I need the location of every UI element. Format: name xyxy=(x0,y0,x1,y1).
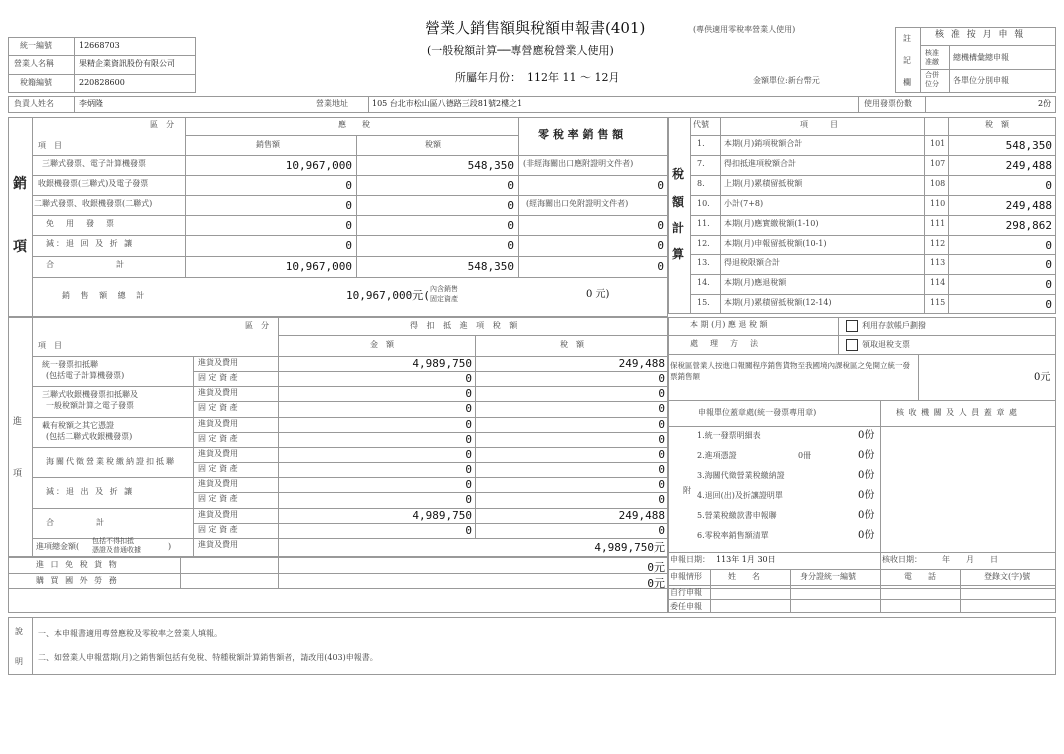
purchase-row-sublabel: 一般稅額計算之電子發票 xyxy=(46,401,134,411)
calc-tax-header: 稅 額 xyxy=(985,120,1009,129)
approval-r2d: 位分 xyxy=(925,80,939,88)
invoice-copies-label: 使用發票份數 xyxy=(864,99,912,108)
calc-row-label: 本期(月)應實繳稅額(1-10) xyxy=(724,218,819,228)
code-header: 代號 xyxy=(693,120,709,129)
calc-row-code: 110 xyxy=(930,198,946,208)
consolidated-filing-label: 總機構彙總申報 xyxy=(953,53,1009,62)
filing-date-label: 申報日期： xyxy=(670,555,710,564)
sales-total-label: 合 計 xyxy=(46,260,130,269)
purchase-asset-tax: 0 xyxy=(658,462,665,476)
purchase-side-char-2: 項 xyxy=(13,469,23,479)
purchase-total-expense-value: 4,989,750元 xyxy=(594,541,665,554)
attachment-item-label: 4.退回(出)及折讓證明單 xyxy=(697,491,783,500)
purchase-asset-amount: 0 xyxy=(465,402,472,416)
sales-row-amount: 0 xyxy=(345,179,352,192)
purchase-asset-tax: 0 xyxy=(658,372,665,385)
sales-row-amount: 0 xyxy=(345,199,352,212)
checkbox-icon[interactable] xyxy=(846,320,858,332)
attachment-item-count: 0份 xyxy=(858,490,875,501)
calc-row-label: 得扣抵進項稅額合計 xyxy=(724,158,796,168)
attachment-item-count: 0份 xyxy=(858,530,875,541)
calc-row-line xyxy=(690,215,1056,216)
form-subtitle: (一般稅額計算──專營應稅營業人使用) xyxy=(427,44,614,57)
sales-row-tax: 548,350 xyxy=(467,159,514,172)
purchase-amount-header: 金 額 xyxy=(370,340,394,349)
calc-row-label: 本期(月)申報留抵稅額(10-1) xyxy=(724,238,827,248)
purchase-total-type-1: 進貨及費用 xyxy=(198,540,238,549)
purchase-tax-header: 稅 額 xyxy=(560,340,584,349)
form-title: 營業人銷售額與稅額申報書(401) xyxy=(425,19,646,37)
uid-value: 12668703 xyxy=(79,41,120,50)
purchase-row-sublabel: (包括電子計算機發票) xyxy=(46,371,125,380)
zero-rate-note: (專供適用零稅率營業人使用) xyxy=(693,25,796,34)
purchase-asset-amount: 0 xyxy=(465,523,472,537)
address-value: 105 台北市松山區八德路三段81號2樓之1 xyxy=(372,99,523,108)
purchase-asset-tax: 0 xyxy=(658,432,665,446)
fixed-asset-type-label: 固 定 資 產 xyxy=(198,403,238,413)
refund-option-deposit[interactable] xyxy=(846,320,926,332)
attachment-label: 附 xyxy=(683,486,691,495)
attachment-item-count: 0份 xyxy=(858,450,875,461)
approval-r2a: 准繳 xyxy=(925,58,939,66)
monthly-approval-label: 核 准 按 月 申 報 xyxy=(935,30,1026,40)
currency-unit: 金額單位:新台幣元 xyxy=(753,76,820,85)
id-header: 身分證統一編號 xyxy=(800,572,856,581)
purchase-row-label: 減：退 出 及 折 讓 xyxy=(46,487,135,497)
calc-row-label: 小計(7+8) xyxy=(724,198,764,208)
purchase-expense-tax: 0 xyxy=(658,387,665,401)
purchase-asset-amount: 0 xyxy=(465,432,472,446)
purchase-expense-amount: 4,989,750 xyxy=(412,508,472,522)
note-1: 一、本申報書適用專營應稅及零稅率之營業人填報。 xyxy=(38,629,222,638)
purchase-asset-tax: 0 xyxy=(658,402,665,416)
calc-item-header: 項 目 xyxy=(800,120,840,129)
notes-char-1: 說 xyxy=(15,627,23,636)
expense-type-label: 進貨及費用 xyxy=(198,448,238,458)
calc-row-value: 0 xyxy=(1045,178,1052,192)
calc-row-label: 本期(月)應退稅額 xyxy=(724,278,787,288)
purchase-expense-tax: 0 xyxy=(658,447,665,461)
calc-row-line xyxy=(690,175,1056,176)
purchase-expense-tax: 0 xyxy=(658,417,665,431)
purchase-row-label: 統一發票扣抵聯 xyxy=(42,360,98,369)
self-filing-label: 自行申報 xyxy=(670,588,702,597)
purchase-item-header: 項 目 xyxy=(38,341,62,350)
calc-row-value: 298,862 xyxy=(1005,218,1052,232)
purchase-expense-amount: 0 xyxy=(465,447,472,461)
purchase-row-label: 海關代徵營業稅繳納證扣抵聯 xyxy=(46,456,176,466)
sales-row-tax: 0 xyxy=(507,219,514,232)
separate-filing-label: 各單位分別申報 xyxy=(953,76,1009,85)
sales-category-header: 區 分 xyxy=(150,120,174,129)
sales-grand-total-label: 銷 售 額 總 計 xyxy=(62,291,149,300)
calc-row-line xyxy=(690,294,1056,295)
purchase-asset-tax: 0 xyxy=(658,523,665,537)
attachment-item-label: 3.海關代徵營業稅繳納證 xyxy=(697,471,785,480)
purchase-total-paren: ) xyxy=(168,542,172,551)
calc-row-line xyxy=(690,195,1056,196)
refund-option-check-label: 領取退稅支票 xyxy=(862,340,910,349)
calc-row-number: 11. xyxy=(697,218,710,228)
calc-side-char-4: 算 xyxy=(672,247,685,261)
purchase-asset-amount: 0 xyxy=(465,372,472,385)
deductible-header: 得 扣 抵 進 項 稅 額 xyxy=(410,321,521,330)
fixed-asset-sales-value: 0 元) xyxy=(586,289,610,300)
notes-box xyxy=(8,617,1056,675)
expense-type-label: 進貨及費用 xyxy=(198,479,238,489)
review-seal-header: 核 收 機 關 及 人 員 蓋 章 處 xyxy=(896,408,1018,417)
calc-row-code: 114 xyxy=(930,278,946,288)
refund-amount-header: 本 期 (月) 應 退 稅 額 xyxy=(690,320,768,329)
attachment-item-volume: 0冊 xyxy=(798,451,812,460)
calc-row-value: 249,488 xyxy=(1005,198,1052,212)
sales-item-header: 項 目 xyxy=(38,141,62,150)
sales-side-char-2: 項 xyxy=(13,239,27,255)
sales-section xyxy=(8,117,668,317)
foreign-service-label: 購 買 國 外 勞 務 xyxy=(36,576,119,585)
sales-row-tax: 0 xyxy=(507,239,514,252)
calc-row-number: 13. xyxy=(697,258,710,268)
company-name-value: 果精企業資訊股份有限公司 xyxy=(79,59,175,68)
attachment-item-count: 0份 xyxy=(858,470,875,481)
calc-row-line xyxy=(690,254,1056,255)
phone-header: 電 話 xyxy=(904,572,936,581)
fixed-asset-type-label: 固 定 資 產 xyxy=(198,524,238,534)
purchase-expense-tax: 0 xyxy=(658,478,665,492)
sales-row-zero-note: (非經海關出口應附證明文件者) xyxy=(523,159,634,168)
zero-rate-header: 零 稅 率 銷 售 額 xyxy=(538,128,624,141)
calc-row-code: 108 xyxy=(930,178,946,188)
sales-row-amount: 0 xyxy=(345,219,352,232)
fixed-asset-type-label: 固 定 資 產 xyxy=(198,373,238,382)
sales-row-label: 免 用 發 票 xyxy=(46,219,116,228)
purchase-row-sublabel: (包括二聯式收銀機發票) xyxy=(46,431,133,441)
uid-label: 統一編號 xyxy=(20,41,52,50)
foreign-service-row-pad xyxy=(8,589,668,613)
fixed-asset-type-label: 固 定 資 產 xyxy=(198,433,238,443)
sales-row-zero: 0 xyxy=(657,219,664,232)
period-label: 所屬年月份： xyxy=(455,71,521,84)
includes-label-1: 內含銷售 xyxy=(430,285,458,293)
registration-header: 登錄文(字)號 xyxy=(984,572,1031,581)
sales-tax-header: 稅額 xyxy=(425,140,441,149)
calc-row-number: 1. xyxy=(697,139,705,148)
sales-row-amount: 0 xyxy=(345,239,352,252)
sales-side-char-1: 銷 xyxy=(13,176,27,192)
agent-filing-label: 委任申報 xyxy=(670,602,702,611)
attachment-item-label: 6.零稅率銷售額清單 xyxy=(697,531,769,540)
sales-row-zero: 0 xyxy=(657,239,664,252)
calc-row-value: 548,350 xyxy=(1005,139,1052,152)
attachment-item-label: 2.進項憑證 xyxy=(697,451,737,460)
name-header: 姓 名 xyxy=(728,572,760,581)
received-date-value: 年 月 日 xyxy=(942,555,998,564)
purchase-row-label: 合 計 xyxy=(46,517,106,527)
purchase-side-char-1: 進 xyxy=(13,417,23,427)
period-value: 112年 11 ～ 12月 xyxy=(527,71,620,84)
expense-type-label: 進貨及費用 xyxy=(198,418,238,428)
attachment-item-label: 1.統一發票明細表 xyxy=(697,431,761,440)
calc-side-char-2: 額 xyxy=(672,195,685,209)
calc-row-value: 249,488 xyxy=(1005,158,1052,172)
notes-char-2: 明 xyxy=(15,657,23,666)
import-exempt-label: 進 口 免 稅 貨 物 xyxy=(36,560,119,569)
owner-value: 李炳隆 xyxy=(79,99,103,108)
calc-row-value: 0 xyxy=(1045,278,1052,292)
bonded-zone-note: 保稅區營業人按進口報關程序銷售貨物至我國境內課稅區之免開立統一發票銷售額 xyxy=(670,361,910,381)
sales-row-label: 減：退 回 及 折 讓 xyxy=(46,239,135,248)
sales-row-label: 收銀機發票(三聯式)及電子發票 xyxy=(38,179,149,188)
calc-row-code: 112 xyxy=(930,238,946,248)
calc-row-line xyxy=(690,235,1056,236)
approval-r1b: 合併 xyxy=(925,71,939,79)
calc-row-label: 本期(月)累積留抵稅額(12-14) xyxy=(724,298,832,308)
calc-row-code: 101 xyxy=(930,139,946,148)
expense-type-label: 進貨及費用 xyxy=(198,509,238,519)
attachment-item-label: 5.營業稅繳款書申報聯 xyxy=(697,511,777,520)
calc-row-code: 115 xyxy=(930,298,946,308)
company-name-label: 營業人名稱 xyxy=(14,59,54,68)
remark-char-3: 欄 xyxy=(903,78,911,87)
sales-row-amount: 10,967,000 xyxy=(285,159,352,172)
sales-total-zero: 0 xyxy=(657,260,664,273)
address-label: 營業地址 xyxy=(316,99,348,108)
purchase-expense-amount: 4,989,750 xyxy=(412,357,472,370)
attachment-item-count: 0份 xyxy=(858,510,875,521)
calc-row-label: 上期(月)累積留抵稅額 xyxy=(724,178,803,188)
sales-amount-header: 銷售額 xyxy=(256,140,280,149)
calc-row-line xyxy=(690,155,1056,156)
import-exempt-value: 0元 xyxy=(647,561,665,574)
sales-row-tax: 0 xyxy=(507,179,514,192)
calc-row-number: 15. xyxy=(697,298,710,308)
calc-row-number: 10. xyxy=(697,198,710,208)
purchase-total-label: 進項總金額( xyxy=(36,542,80,551)
refund-option-deposit-label: 利用存款帳戶劃撥 xyxy=(862,321,926,330)
checkbox-icon[interactable] xyxy=(846,339,858,351)
purchase-expense-tax: 249,488 xyxy=(618,508,665,522)
calc-row-label: 得退稅限額合計 xyxy=(724,258,780,268)
fixed-asset-type-label: 固 定 資 產 xyxy=(198,463,238,473)
bonded-zone-value: 0元 xyxy=(1034,372,1051,383)
calc-row-code: 107 xyxy=(930,158,946,168)
purchase-category-header: 區 分 xyxy=(245,321,269,330)
calc-row-number: 8. xyxy=(697,178,705,188)
purchase-expense-amount: 0 xyxy=(465,417,472,431)
fixed-asset-type-label: 固 定 資 產 xyxy=(198,494,238,504)
includes-label-2: 固定資產 xyxy=(430,295,458,303)
calc-row-code: 113 xyxy=(930,258,946,268)
approval-r1a: 核准 xyxy=(925,49,939,57)
sales-row-label: 二聯式發票、收銀機發票(二聯式) xyxy=(34,199,153,208)
remark-char-2: 記 xyxy=(903,56,911,65)
refund-option-check[interactable] xyxy=(846,339,910,351)
sales-row-label: 三聯式發票、電子計算機發票 xyxy=(42,159,146,168)
purchase-expense-amount: 0 xyxy=(465,478,472,492)
seal-area-header: 申報單位蓋章處(統一發票專用章) xyxy=(698,408,817,417)
purchase-total-note-2: 憑證及普通收據 xyxy=(92,546,141,554)
sales-row-zero: 0 xyxy=(657,179,664,192)
purchase-row-label: 載有稅額之其它憑證 xyxy=(42,420,114,430)
calc-row-value: 0 xyxy=(1045,238,1052,252)
taxable-header: 應 稅 xyxy=(338,120,370,129)
refund-method-header: 處 理 方 法 xyxy=(690,339,760,348)
purchase-total-note-1: 包括不得扣抵 xyxy=(92,537,134,545)
purchase-row-label: 三聯式收銀機發票扣抵聯及 xyxy=(42,390,138,400)
sales-total-amount: 10,967,000 xyxy=(285,260,352,273)
tax-reg-value: 220828600 xyxy=(79,78,125,87)
remark-char-1: 註 xyxy=(903,34,911,43)
attachment-item-count: 0份 xyxy=(858,430,875,441)
calc-row-line xyxy=(690,274,1056,275)
sales-row-tax: 0 xyxy=(507,199,514,212)
calc-row-number: 12. xyxy=(697,238,710,248)
owner-label: 負責人姓名 xyxy=(14,99,54,108)
calc-row-value: 0 xyxy=(1045,298,1052,312)
sales-total-tax: 548,350 xyxy=(467,260,514,273)
received-date-label: 核收日期： xyxy=(882,555,922,564)
purchase-asset-amount: 0 xyxy=(465,493,472,507)
filing-date-value: 113年 1月 30日 xyxy=(716,555,776,564)
purchase-asset-amount: 0 xyxy=(465,462,472,476)
calc-row-value: 0 xyxy=(1045,258,1052,272)
purchase-expense-amount: 0 xyxy=(465,387,472,401)
calc-row-number: 14. xyxy=(697,278,710,288)
purchase-asset-tax: 0 xyxy=(658,493,665,507)
calc-row-line xyxy=(690,135,1056,136)
purchase-expense-tax: 249,488 xyxy=(618,357,665,370)
expense-type-label: 進貨及費用 xyxy=(198,388,238,398)
calc-row-code: 111 xyxy=(930,218,946,228)
invoice-copies-value: 2份 xyxy=(1038,99,1052,108)
foreign-service-value: 0元 xyxy=(647,577,665,590)
tax-reg-label: 稅籍編號 xyxy=(20,78,52,87)
expense-type-label: 進貨及費用 xyxy=(198,358,238,367)
sales-row-zero-note: (經海關出口免附證明文件者) xyxy=(526,199,629,208)
note-2: 二、如營業人申報當期(月)之銷售額包括有免稅、特種稅額計算銷售額者，請改用(403)申報書。 xyxy=(38,653,378,662)
filing-type-header: 申報情形 xyxy=(670,572,702,581)
sales-grand-total-value: 10,967,000元( xyxy=(346,289,430,302)
calc-row-number: 7. xyxy=(697,158,705,168)
calc-row-label: 本期(月)銷項稅額合計 xyxy=(724,139,803,148)
calc-side-char-1: 稅 xyxy=(672,167,685,181)
calc-side-char-3: 計 xyxy=(672,221,685,235)
